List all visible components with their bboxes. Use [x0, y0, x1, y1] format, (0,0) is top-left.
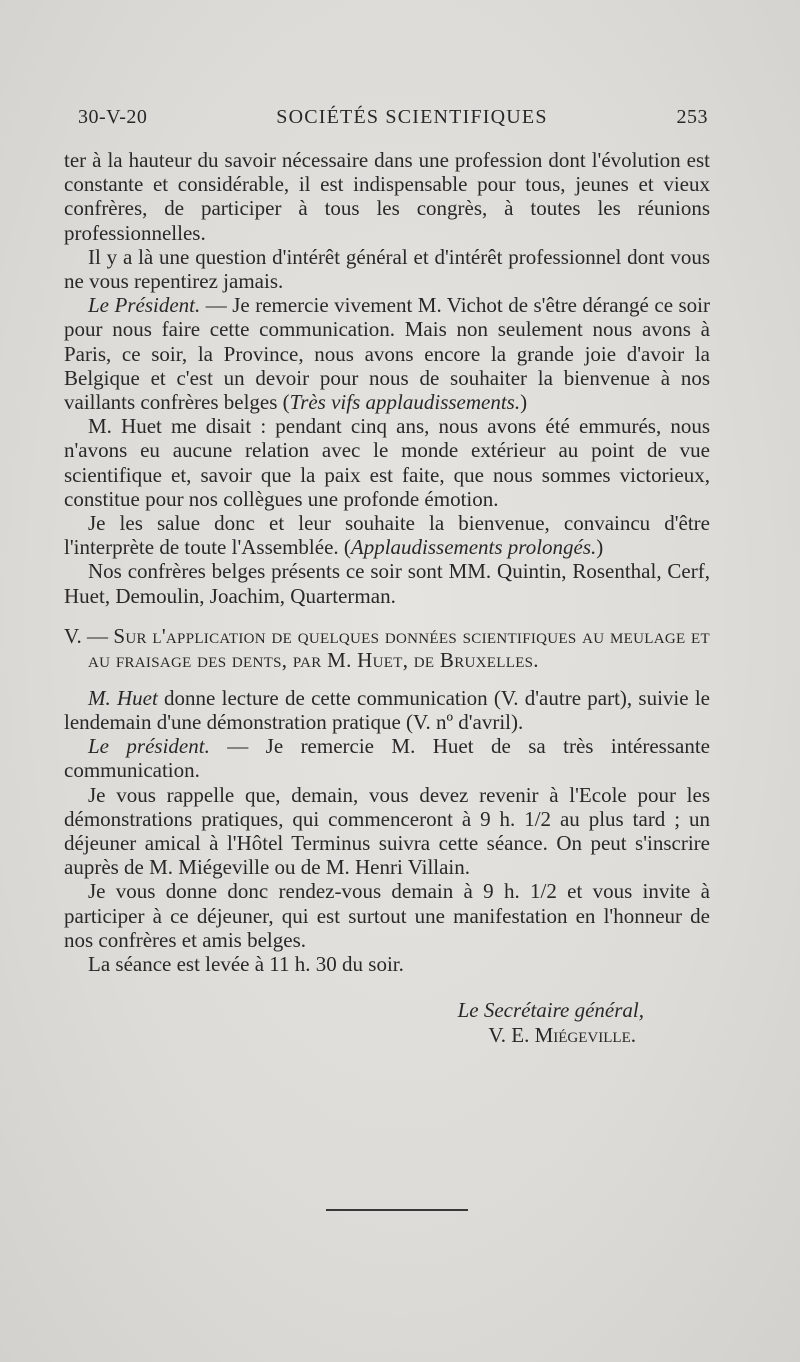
paragraph: Je vous donne donc rendez-vous demain à 9 h. 1/2 et vous invite à participer à ce déjeuner, qui est surtout une manifestation en l'honneur de nos confrères et amis belges.	[64, 879, 710, 952]
speech-text: Je les salue donc et leur souhaite la bienvenue, convaincu d'être l'interprète de toute l'Assemblée. (	[64, 511, 710, 560]
paren-close: )	[596, 535, 604, 560]
paragraph-welcome	[64, 511, 710, 559]
speaker-name: M. Huet	[88, 685, 158, 710]
paragraph: Je vous rappelle que, demain, vous devez revenir à l'Ecole pour les démonstrations pratiques, qui commenceront à 9 h. 1/2 au plus tard ; un déjeuner amical à l'Hôtel Terminus suivra cette séance. On peut s'inscrire auprès de M. Miégeville ou de M. Henri Villain.	[64, 782, 710, 880]
paragraph-closing: La séance est levée à 11 h. 30 du soir.	[88, 952, 404, 977]
applause-note: Très vifs applaudissements.	[289, 390, 521, 415]
paragraph-text: donne lecture de cette communication (V. d'autre part), suivie le lendemain d'une démonstration pratique (V. nº d'avril).	[64, 685, 710, 735]
speech-text: — Je remercie M. Huet de sa très intéressante communication.	[64, 734, 711, 783]
paragraph-continuation: ter à la hauteur du savoir nécessaire dans une profession dont l'évolution est constante et considérable, il est indispensable pour tous, jeunes et vieux confrères, de participer à tous les congrès, à toutes les réunions professionnelles.	[64, 148, 710, 245]
paragraph-lecture	[64, 686, 710, 734]
section-number: V. —	[64, 623, 114, 648]
signature-title: Le Secrétaire général,	[457, 998, 644, 1023]
applause-note: Applaudissements prolongés.	[350, 535, 597, 560]
section-heading	[64, 624, 710, 672]
running-header	[78, 106, 708, 129]
end-rule-divider	[326, 1209, 468, 1211]
header-title: SOCIÉTÉS SCIENTIFIQUES	[276, 106, 548, 128]
document-body	[64, 148, 710, 1047]
section-title: Sur l'application de quelques données scientifiques au meulage et au fraisage des dents, par	[88, 623, 710, 672]
speech-text: — Je remercie vivement M. Vichot de s'être dérangé ce soir pour nous faire cette communication. Mais non seulement nous avons à Paris, ce soir, la Province, nous avons encore la grande joie d'avoir la Belgique et c'est un devoir pour nous de souhaiter la bienvenue à nos vaillants confrères belges (	[64, 293, 711, 415]
section-author: M. Huet, de Bruxelles.	[327, 647, 539, 672]
speaker-name: Le président.	[88, 734, 210, 759]
paragraph-delegates: Nos confrères belges présents ce soir sont MM. Quintin, Rosenthal, Cerf, Huet, Demoulin, Joachim, Quarterman.	[64, 559, 710, 608]
paren-close: )	[520, 390, 528, 415]
speaker-name: Le Président.	[88, 293, 201, 318]
paragraph-president-remarks	[64, 293, 710, 414]
paragraph-thanks	[64, 734, 710, 782]
signature-name: V. E. Miégeville.	[488, 1022, 636, 1047]
paragraph: Il y a là une question d'intérêt général et d'intérêt professionnel dont vous ne vous repentirez jamais.	[64, 244, 710, 294]
paragraph: M. Huet me disait : pendant cinq ans, nous avons été emmurés, nous n'avons eu aucune relation avec le monde extérieur au point de vue scientifique et, savoir que la paix est faite, que nous sommes victorieux, constitue pour nos collègues une profonde émotion.	[64, 414, 710, 511]
page-number: 253	[676, 106, 708, 128]
header-date: 30-V-20	[78, 106, 148, 128]
